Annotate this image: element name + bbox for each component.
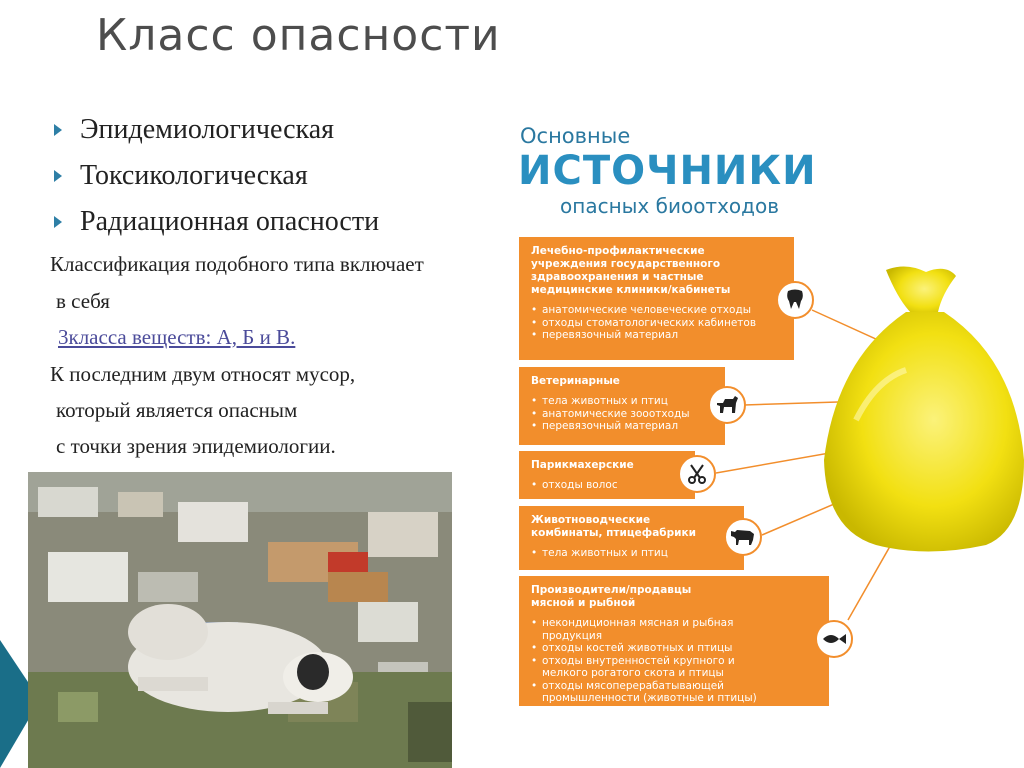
source-items — [531, 479, 687, 492]
source-item: • отходы стоматологических кабинетов — [531, 317, 786, 330]
source-heading: Ветеринарные — [531, 375, 620, 387]
dog-icon — [708, 386, 746, 424]
body-text-line: который является опасным — [56, 398, 298, 422]
source-item: • перевязочный материал — [531, 329, 786, 342]
bullet-label: Радиационная опасности — [80, 206, 380, 237]
body-text-line: К последним двум относят мусор, — [50, 362, 356, 386]
source-heading: Животноводческие комбинаты, птицефабрики — [531, 514, 696, 539]
biohazard-bag-image — [816, 260, 1024, 565]
infographic-subtitle: опасных биоотходов — [560, 194, 780, 218]
source-item: • перевязочный материал — [531, 420, 717, 433]
source-items — [531, 395, 717, 433]
source-item: • анатомические зооотходы — [531, 408, 717, 421]
tooth-icon — [776, 281, 814, 319]
bullet-label: Токсикологическая — [80, 160, 308, 191]
slide-title: Класс опасности — [96, 10, 501, 61]
source-items — [531, 547, 736, 560]
body-text-line: Классификация подобного типа включает — [50, 252, 424, 276]
source-heading: Лечебно-профилактические учреждения государственного здравоохранения и частные медицинские клиники/кабинеты — [531, 245, 731, 296]
source-item: • отходы волос — [531, 479, 687, 492]
scissors-icon — [678, 455, 716, 493]
source-item: • отходы мясоперерабатывающей промышленности (животные и птицы) — [531, 680, 771, 705]
source-items — [531, 304, 786, 342]
source-box-vet — [519, 367, 725, 445]
source-item: • отходы костей животных и птицы — [531, 642, 771, 655]
bullet-label: Эпидемиологическая — [80, 114, 335, 145]
source-item: • тела животных и птиц — [531, 547, 736, 560]
source-item: • отходы внутренностей крупного и мелкого рогатого скота и птицы — [531, 655, 771, 680]
source-item: • тела животных и птиц — [531, 395, 717, 408]
source-box-livestock — [519, 506, 744, 570]
infographic-pretitle: Основные — [520, 124, 631, 148]
source-box-hairdressers — [519, 451, 695, 499]
source-item: • некондиционная мясная и рыбная продукция — [531, 617, 771, 642]
cow-icon — [724, 518, 762, 556]
source-box-meat-fish — [519, 576, 829, 706]
source-item: • анатомические человеческие отходы — [531, 304, 786, 317]
infographic-title: ИСТОЧНИКИ — [518, 148, 817, 194]
source-items — [531, 617, 771, 705]
body-text-line: с точки зрения эпидемиологии. — [56, 434, 336, 458]
classes-link[interactable]: 3класса веществ: А, Б и В. — [58, 325, 296, 349]
source-heading: Производители/продавцы мясной и рыбной — [531, 584, 692, 609]
body-text-line: в себя — [56, 289, 110, 313]
source-heading: Парикмахерские — [531, 459, 634, 471]
source-box-clinics — [519, 237, 794, 360]
fish-icon — [815, 620, 853, 658]
